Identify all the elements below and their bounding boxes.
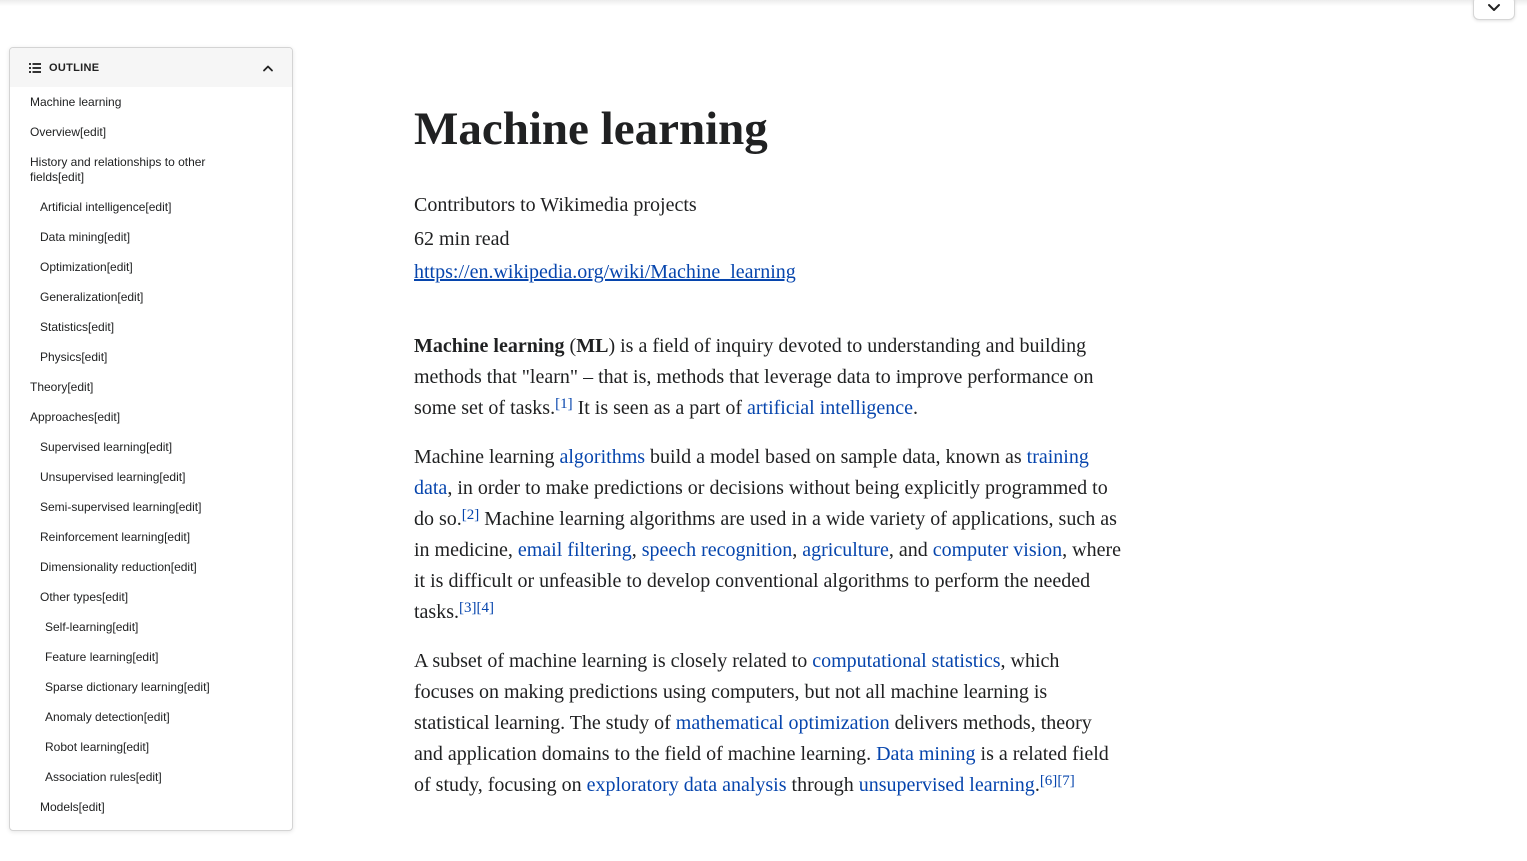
citation-2[interactable]: [2] xyxy=(461,506,480,523)
citation-1[interactable]: [1] xyxy=(555,395,573,412)
article xyxy=(414,100,1124,819)
source-url-link[interactable]: https://en.wikipedia.org/wiki/Machine_learning xyxy=(414,261,796,283)
citation-4[interactable]: [4] xyxy=(476,599,494,616)
chevron-up-icon[interactable] xyxy=(262,64,274,72)
outline-item[interactable]: Machine learning xyxy=(30,95,122,109)
article-body xyxy=(414,331,1124,801)
abbr-bold: ML xyxy=(576,334,609,357)
outline-item[interactable]: Generalization[edit] xyxy=(40,290,144,304)
link-computer-vision[interactable]: computer vision xyxy=(932,538,1063,561)
link-artificial-intelligence[interactable]: artificial intelligence xyxy=(746,396,914,419)
link-data-mining[interactable]: Data mining xyxy=(876,742,976,765)
list-icon xyxy=(29,63,41,73)
link-email-filtering[interactable]: email filtering xyxy=(517,538,632,561)
outline-item[interactable]: Anomaly detection[edit] xyxy=(45,710,170,724)
outline-item[interactable]: Overview[edit] xyxy=(30,125,107,139)
paragraph-2: Machine learning algorithms build a model based on sample data, known as training data, in order to make predictions or decisions without being explicitly programmed to do so.[2] Machine learning algorithms are used in a wide variety of applications, such as in medicine, email filtering, speech recognition, agriculture, and computer vision, where it is difficult or unfeasible to develop conventional algorithms to perform the needed tasks.[3][4] xyxy=(414,445,1122,623)
outline-title: OUTLINE xyxy=(49,61,100,74)
outline-item[interactable]: Statistics[edit] xyxy=(40,320,115,334)
link-algorithms[interactable]: algorithms xyxy=(559,445,646,468)
citation-6[interactable]: [6] xyxy=(1039,772,1058,789)
link-mathematical-optimization[interactable]: mathematical optimization xyxy=(675,711,890,734)
outline-item[interactable]: History and relationships to other fields[edit] xyxy=(30,155,206,184)
outline-panel xyxy=(9,47,293,831)
outline-item[interactable]: Feature learning[edit] xyxy=(45,650,159,664)
outline-list xyxy=(10,87,292,815)
term-bold: Machine learning xyxy=(414,334,565,357)
paragraph-1: Machine learning (ML) is a field of inquiry devoted to understanding and building methods that "learn" – that is, methods that leverage data to improve performance on some set of tasks.[1] It is seen as a part of artificial intelligence. xyxy=(414,334,1094,419)
article-meta xyxy=(414,189,1124,290)
outline-item[interactable]: Robot learning[edit] xyxy=(45,740,150,754)
outline-item[interactable]: Optimization[edit] xyxy=(40,260,133,274)
outline-item[interactable]: Unsupervised learning[edit] xyxy=(40,470,186,484)
article-author: Contributors to Wikimedia projects xyxy=(414,194,697,216)
outline-item[interactable]: Approaches[edit] xyxy=(30,410,121,424)
outline-item[interactable]: Self-learning[edit] xyxy=(45,620,139,634)
outline-item[interactable]: Artificial intelligence[edit] xyxy=(40,200,172,214)
link-speech-recognition[interactable]: speech recognition xyxy=(641,538,793,561)
link-agriculture[interactable]: agriculture xyxy=(802,538,889,561)
chevron-down-icon xyxy=(1487,3,1501,13)
article-read-time: 62 min read xyxy=(414,227,510,250)
paragraph-3: A subset of machine learning is closely related to computational statistics, which focuses on making predictions using computers, but not all machine learning is statistical learning. The study of mathematical optimization delivers methods, theory and application domains to the field of machine learning. Data mining is a related field of study, focusing on exploratory data analysis through unsupervised learning.[6][7] xyxy=(414,649,1109,796)
outline-item[interactable]: Physics[edit] xyxy=(40,350,108,364)
outline-item[interactable]: Data mining[edit] xyxy=(40,230,131,244)
outline-item[interactable]: Dimensionality reduction[edit] xyxy=(40,560,197,574)
outline-item[interactable]: Reinforcement learning[edit] xyxy=(40,530,191,544)
outline-header[interactable] xyxy=(10,48,292,87)
outline-item[interactable]: Supervised learning[edit] xyxy=(40,440,173,454)
top-bar-shadow xyxy=(0,0,1527,6)
outline-item[interactable]: Theory[edit] xyxy=(30,380,94,394)
outline-item[interactable]: Semi-supervised learning[edit] xyxy=(40,500,202,514)
article-title: Machine learning xyxy=(414,103,768,155)
outline-item[interactable]: Association rules[edit] xyxy=(45,770,162,784)
link-computational-statistics[interactable]: computational statistics xyxy=(812,649,1001,672)
link-exploratory-data-analysis[interactable]: exploratory data analysis xyxy=(586,773,787,796)
outline-item[interactable]: Sparse dictionary learning[edit] xyxy=(45,680,210,694)
link-unsupervised-learning[interactable]: unsupervised learning xyxy=(858,773,1035,796)
citation-3[interactable]: [3] xyxy=(459,599,477,616)
outline-item[interactable]: Models[edit] xyxy=(40,800,105,814)
citation-7[interactable]: [7] xyxy=(1057,772,1075,789)
outline-item[interactable]: Other types[edit] xyxy=(40,590,129,604)
link-training-data[interactable]: training data xyxy=(414,445,1089,499)
collapse-toolbar-button[interactable] xyxy=(1473,0,1515,20)
